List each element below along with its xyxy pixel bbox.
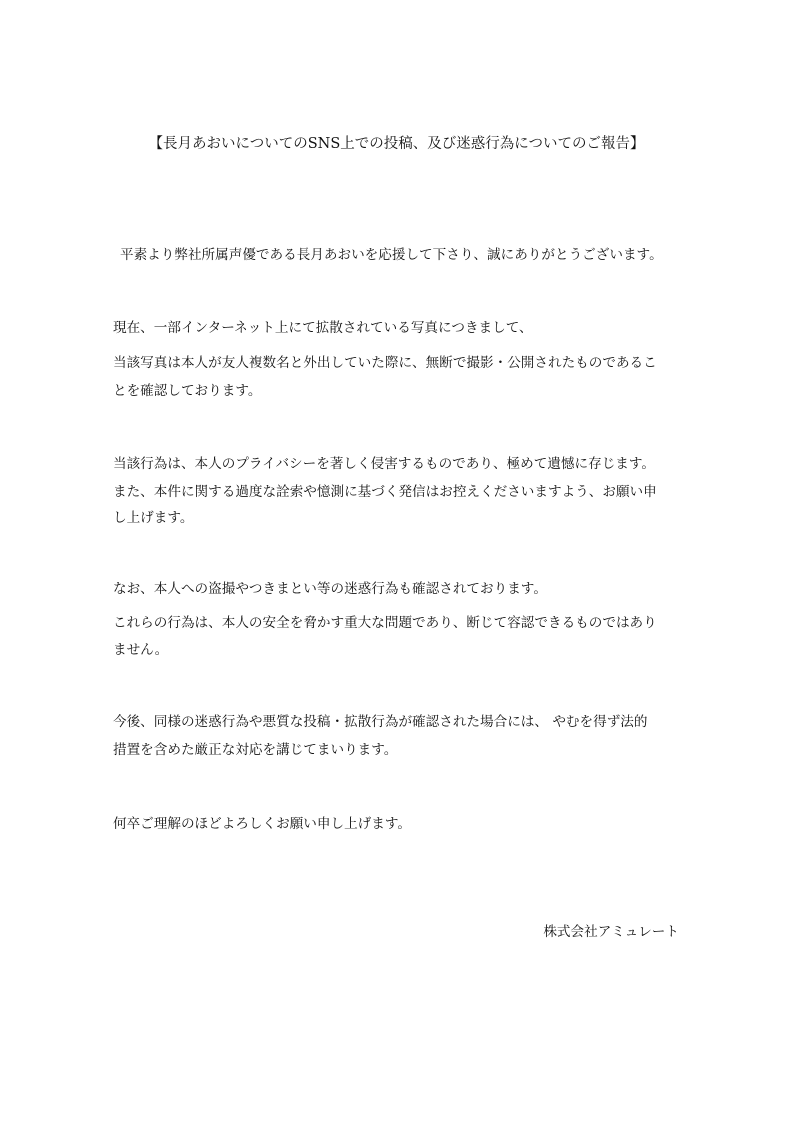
- paragraph-line: し上げます。: [113, 510, 194, 526]
- paragraph-line: 現在、一部インターネット上にて拡散されている写真につきまして、: [113, 320, 533, 336]
- paragraph-line: これらの行為は、本人の安全を脅かす重大な問題であり、断じて容認できるものではあり: [113, 615, 657, 631]
- paragraph-line: また、本件に関する過度な詮索や憶測に基づく発信はお控えくださいますよう、お願い申: [113, 484, 657, 500]
- paragraph-line: 当該行為は、本人のプライバシーを著しく侵害するものであり、極めて遺憾に存じます。: [113, 456, 655, 472]
- paragraph-line: 今後、同様の迷惑行為や悪質な投稿・拡散行為が確認された場合には、 やむを得ず法的: [113, 714, 648, 730]
- paragraph-line: ません。: [113, 642, 169, 658]
- company-signature: 株式会社アミュレート: [543, 924, 679, 940]
- paragraph-line: なお、本人への盗撮やつきまとい等の迷惑行為も確認されております。: [113, 581, 547, 597]
- paragraph-line: 何卒ご理解のほどよろしくお願い申し上げます。: [113, 816, 411, 832]
- document-title: 【長月あおいについてのSNS上での投稿、及び迷惑行為についてのご報告】: [148, 136, 645, 152]
- paragraph-line: とを確認しております。: [113, 383, 262, 399]
- paragraph-line: 措置を含めた厳正な対応を講じてまいります。: [113, 742, 398, 758]
- greeting-line: 平素より弊社所属声優である長月あおいを応援して下さり、誠にありがとうございます。: [120, 247, 663, 263]
- paragraph-line: 当該写真は本人が友人複数名と外出していた際に、無断で撮影・公開されたものであるこ: [113, 355, 657, 371]
